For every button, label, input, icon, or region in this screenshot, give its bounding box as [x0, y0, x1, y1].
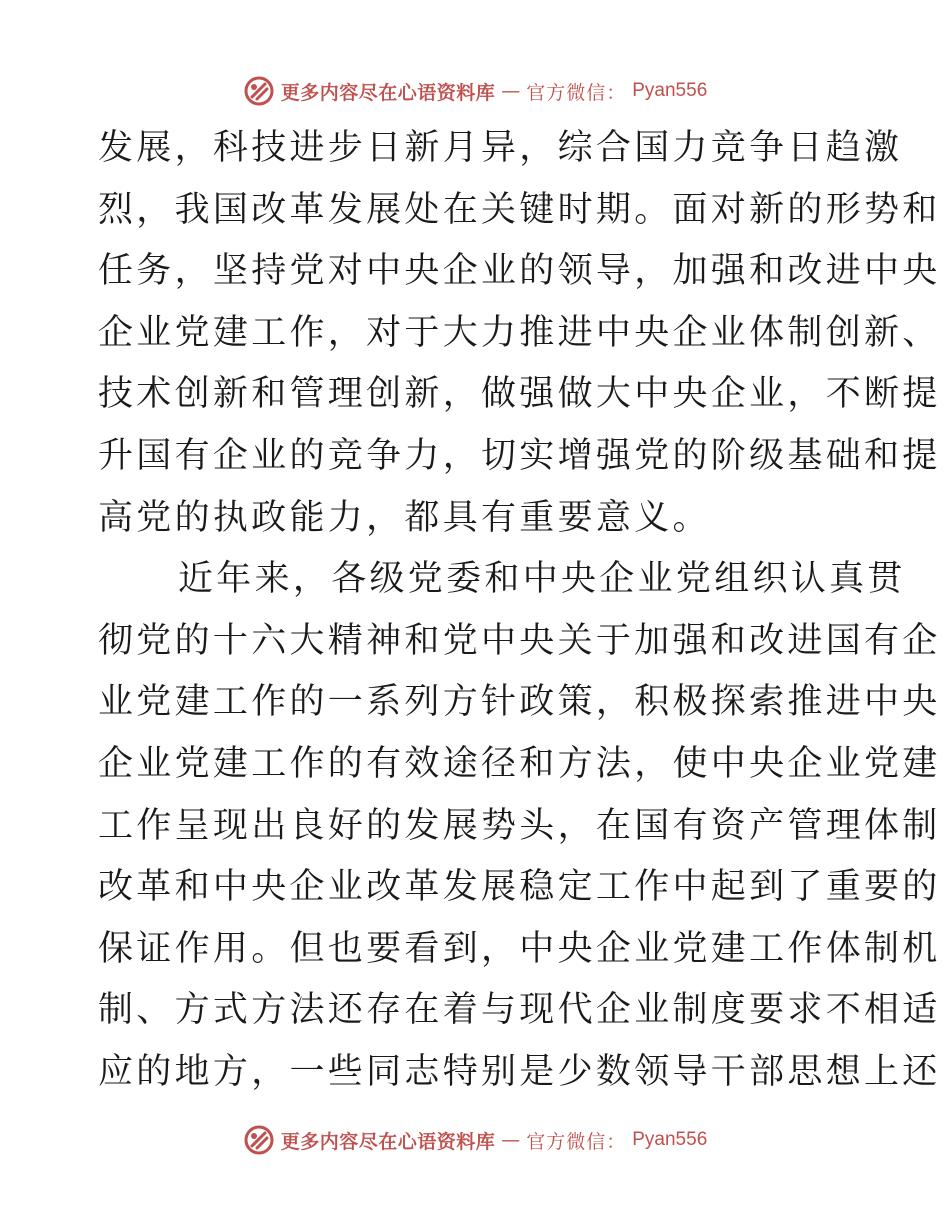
- text-line: 业党建工作的一系列方针政策，积极探索推进中央: [98, 682, 941, 723]
- banner-wechat-label: 官方微信：: [526, 1130, 627, 1153]
- banner-site-text: 更多内容尽在心语资料库: [280, 81, 496, 104]
- banner-site-text: 更多内容尽在心语资料库: [280, 1130, 496, 1153]
- banner-wechat-id: Pyan556: [632, 1129, 708, 1150]
- text-line: 应的地方，一些同志特别是少数领导干部思想上还: [98, 1051, 941, 1092]
- text-line: 企业党建工作的有效途径和方法，使中央企业党建: [98, 743, 941, 784]
- text-line: 近年来，各级党委和中央企业党组织认真贯: [178, 559, 906, 600]
- text-line: 任务，坚持党对中央企业的领导，加强和改进中央: [98, 251, 941, 292]
- text-line: 制、方式方法还存在着与现代企业制度要求不相适: [98, 990, 941, 1031]
- text-line: 企业党建工作，对于大力推进中央企业体制创新、: [98, 312, 941, 353]
- text-line: 工作呈现出良好的发展势头，在国有资产管理体制: [98, 805, 941, 846]
- text-line: 高党的执政能力，都具有重要意义。: [98, 497, 711, 538]
- banner-wechat-id: Pyan556: [632, 80, 708, 101]
- banner-separator: —: [501, 1129, 521, 1151]
- text-line: 保证作用。但也要看到，中央企业党建工作体制机: [98, 928, 941, 969]
- text-line: 升国有企业的竞争力，切实增强党的阶级基础和提: [98, 435, 941, 476]
- text-line: 改革和中央企业改革发展稳定工作中起到了重要的: [98, 867, 941, 908]
- document-body: [98, 118, 941, 1104]
- logo-icon: [243, 75, 275, 107]
- text-line: 发展，科技进步日新月异，综合国力竞争日趋激: [98, 128, 903, 168]
- paragraph: [98, 118, 941, 549]
- header-banner: [0, 71, 950, 111]
- text-line: 烈，我国改革发展处在关键时期。面对新的形势和: [98, 189, 941, 230]
- text-line: 彻党的十六大精神和党中央关于加强和改进国有企: [98, 620, 941, 661]
- logo-icon: [243, 1124, 275, 1156]
- banner-separator: —: [501, 80, 521, 102]
- banner-wechat-label: 官方微信：: [526, 81, 627, 104]
- paragraph: [98, 549, 941, 1103]
- text-line: 技术创新和管理创新，做强做大中央企业，不断提: [98, 374, 941, 415]
- footer-banner: [0, 1120, 950, 1160]
